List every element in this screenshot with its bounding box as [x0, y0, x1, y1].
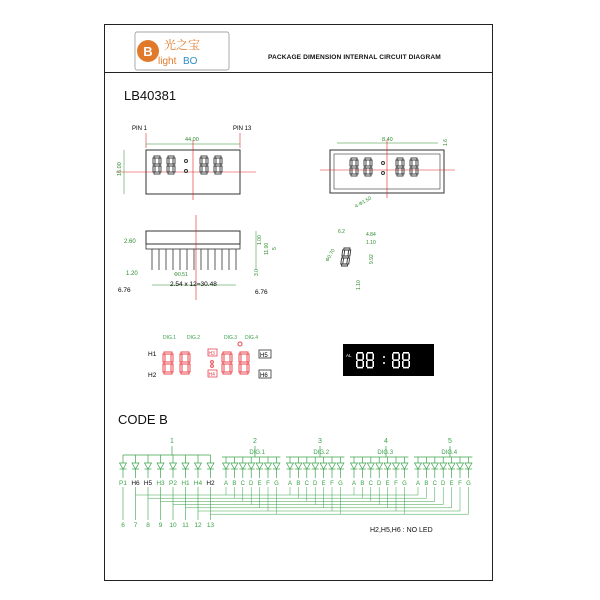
bottom-pin-number: 6 [121, 522, 125, 529]
detail-f-label: 1.10 [356, 280, 362, 290]
bottom-pin-number: 9 [158, 522, 163, 529]
diode-icon [423, 463, 430, 469]
left-pin-label: H5 [143, 480, 153, 487]
diode-icon [207, 463, 214, 469]
diode-icon [337, 463, 344, 469]
side-d5-label: 6.76 [255, 289, 268, 296]
seg-dig2-label: DIG.2 [187, 335, 201, 341]
digit-group-label: DIG.3 [377, 450, 394, 456]
segment-label: G [338, 481, 343, 487]
seg-h2-label: H2 [148, 372, 157, 379]
diode-icon [415, 463, 422, 469]
segment-label: F [394, 481, 398, 487]
diode-icon [170, 463, 177, 469]
no-led-note: H2,H5,H6 : NO LED [370, 527, 433, 534]
segment-label: G [466, 481, 471, 487]
diode-icon [182, 463, 189, 469]
common-pin-label: 4 [384, 438, 388, 445]
segment-label: E [385, 481, 390, 487]
seg-dig1-label: DIG.1 [163, 335, 177, 341]
diode-icon [231, 463, 238, 469]
brand-latin-2: BO [183, 56, 198, 67]
segment-label: A [415, 481, 421, 487]
diode-icon [295, 463, 302, 469]
diode-icon [367, 463, 374, 469]
seg-h1-label: H1 [148, 351, 157, 358]
pin13-label: PIN 13 [233, 126, 252, 132]
segment-label: F [266, 481, 270, 487]
diode-icon [457, 463, 464, 469]
seg-h6-label: H6 [260, 373, 268, 379]
side-r4-label: 3.0 [254, 269, 260, 276]
detail-c-label: 1.10 [366, 240, 376, 246]
front-width-label: 44.00 [185, 137, 199, 143]
front-height-label: 16.00 [117, 162, 123, 176]
diode-icon [273, 463, 280, 469]
left-pin-label: H4 [193, 480, 203, 487]
diode-icon [287, 463, 294, 469]
common-pin-label: 1 [170, 438, 174, 445]
segment-label: D [377, 481, 382, 487]
logo-mark-letter: B [143, 44, 153, 59]
segment-label: G [402, 481, 407, 487]
diode-icon [195, 463, 202, 469]
detail-b-label: 4.84 [366, 232, 376, 238]
side-d4-label: Φ0.51 [174, 272, 188, 278]
segment-label: E [321, 481, 326, 487]
segment-label: A [287, 481, 293, 487]
segment-label: A [351, 481, 357, 487]
left-pin-label: P1 [119, 480, 127, 487]
segment-label: D [249, 481, 254, 487]
bottom-pin-number: 13 [206, 522, 215, 529]
side-r1-label: 1.00 [257, 235, 263, 245]
side-r2-label: 11.00 [264, 242, 270, 255]
side-pins-label: 2.54 x 12=30.48 [170, 281, 217, 288]
seg-h5-label: H5 [260, 353, 268, 359]
diode-icon [393, 463, 400, 469]
seg-dig4-label: DIG.4 [245, 335, 259, 341]
diode-icon [329, 463, 336, 469]
diode-icon [359, 463, 366, 469]
preview-small-label: AL [346, 353, 352, 358]
pin1-label: PIN 1 [132, 126, 148, 132]
left-pin-label: H1 [181, 480, 190, 487]
side-d1-label: 2.60 [124, 239, 136, 245]
diode-icon [320, 463, 327, 469]
digit-group-label: DIG.2 [313, 450, 330, 456]
segment-label: B [360, 481, 365, 487]
diode-icon [223, 463, 230, 469]
segment-label: F [458, 481, 462, 487]
segment-label: C [240, 481, 245, 487]
model-number: LB40381 [124, 88, 177, 103]
seg-h4-label: H4 [208, 372, 215, 378]
segment-label: E [449, 481, 454, 487]
left-pin-label: H3 [156, 480, 165, 487]
diode-icon [312, 463, 319, 469]
bottom-pin-number: 7 [133, 522, 138, 529]
brand-cn: 光之宝 [164, 38, 201, 52]
diode-icon [440, 463, 447, 469]
diode-icon [384, 463, 391, 469]
segment-label: C [432, 481, 437, 487]
window-pitch-label: 4-Φ1.50 [354, 195, 373, 210]
diode-icon [132, 463, 139, 469]
diode-icon [248, 463, 255, 469]
segment-label: D [441, 481, 446, 487]
brand-latin-1: light [158, 56, 177, 67]
diode-icon [303, 463, 310, 469]
diode-icon [401, 463, 408, 469]
segment-label: C [368, 481, 373, 487]
side-d3-label: 6.76 [118, 287, 131, 294]
diode-icon [157, 463, 164, 469]
header-title: PACKAGE DIMENSION INTERNAL CIRCUIT DIAGRAM [268, 54, 441, 61]
window-width-label: 8.40 [382, 137, 393, 143]
common-pin-label: 5 [448, 438, 452, 445]
left-pin-label: H2 [206, 480, 215, 487]
diode-icon [120, 463, 127, 469]
segment-label: A [223, 481, 229, 487]
diode-icon [376, 463, 383, 469]
bottom-pin-number: 8 [146, 522, 150, 529]
left-pin-label: P2 [169, 480, 177, 487]
common-pin-label: 3 [318, 438, 322, 445]
diode-icon [265, 463, 272, 469]
diode-icon [145, 463, 152, 469]
diode-icon [256, 463, 263, 469]
segment-label: G [274, 481, 279, 487]
bottom-pin-number: 11 [182, 522, 189, 529]
segment-label: F [330, 481, 334, 487]
bottom-pin-number: 12 [194, 522, 202, 529]
segment-label: E [257, 481, 262, 487]
diode-icon [431, 463, 438, 469]
bottom-pin-number: 10 [169, 522, 177, 529]
diode-icon [448, 463, 455, 469]
segment-label: D [313, 481, 318, 487]
segment-label: B [424, 481, 429, 487]
segment-label: B [232, 481, 237, 487]
side-d2-label: 1.20 [126, 271, 138, 277]
detail-a-label: 6.2 [338, 229, 345, 235]
detail-e-label: 9.92 [369, 254, 375, 264]
code-title: CODE B [118, 412, 168, 427]
digit-group-label: DIG.4 [441, 450, 458, 456]
side-r3-label: 5 [272, 247, 278, 250]
segment-label: C [304, 481, 309, 487]
seg-dig3-label: DIG.3 [224, 335, 238, 341]
segment-label: B [296, 481, 301, 487]
diode-icon [465, 463, 472, 469]
detail-d-label: Φ0.70 [324, 248, 337, 263]
left-pin-label: H6 [131, 480, 140, 487]
common-pin-label: 2 [253, 438, 257, 445]
seg-h3-label: H3 [208, 351, 215, 357]
window-side-label: 1.6 [443, 139, 449, 146]
digit-group-label: DIG.1 [249, 450, 266, 456]
diode-icon [351, 463, 358, 469]
diode-icon [239, 463, 246, 469]
